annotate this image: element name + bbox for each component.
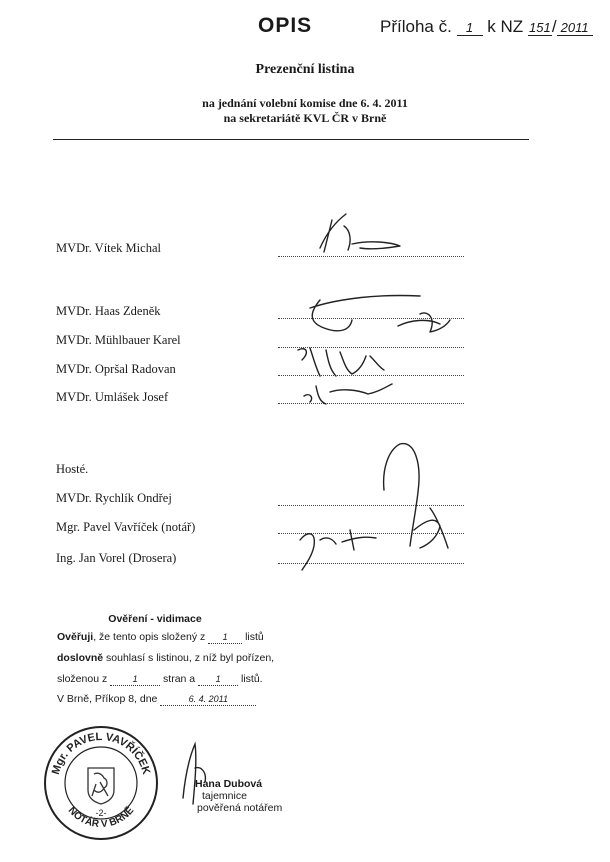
certification-text: složenou z xyxy=(57,673,108,685)
stamp-top-text: Mgr. PAVEL VAVŘÍČEK xyxy=(49,730,153,776)
certification-text: souhlasí s listinou, z níž byl pořízen, xyxy=(103,652,275,664)
signatory-role: tajemnice xyxy=(202,790,247,802)
document-subtitle-1: na jednání volební komise dne 6. 4. 2011 xyxy=(202,96,408,110)
certify-word: Ověřuji xyxy=(57,631,94,643)
attachment-mid: k NZ xyxy=(487,17,524,36)
nz-number: 151 xyxy=(529,20,551,35)
attachment-reference: Příloha č. 1 k NZ 151/ 2011 xyxy=(380,17,593,37)
signatory-name: Hana Dubová xyxy=(195,778,263,790)
certification-line-2 xyxy=(57,652,274,664)
certification-title: Ověření - vidimace xyxy=(108,613,202,625)
certification-date: 6. 4. 2011 xyxy=(160,694,256,706)
signatory-role-2: pověřená notářem xyxy=(197,802,283,814)
certification-text: listů xyxy=(245,631,264,643)
certification-line-3 xyxy=(57,673,263,686)
certification-line-1 xyxy=(57,631,264,644)
document-title: Prezenční listina xyxy=(255,62,355,77)
member-name: MVDr. Umlášek Josef xyxy=(56,390,169,404)
attachment-number: 1 xyxy=(457,21,483,36)
guest-name: Ing. Jan Vorel (Drosera) xyxy=(56,551,177,565)
certification-line-4 xyxy=(57,693,256,706)
guests-label: Hosté. xyxy=(56,462,89,476)
member-name: MVDr. Haas Zdeněk xyxy=(56,304,161,318)
certification-text: listů. xyxy=(241,673,263,685)
opis-mark: OPIS xyxy=(258,14,313,37)
guest-name: Mgr. Pavel Vavříček (notář) xyxy=(56,520,196,534)
member-name: MVDr. Opršal Radovan xyxy=(56,362,176,376)
svg-text:Mgr. PAVEL VAVŘÍČEK xyxy=(50,731,152,776)
guest-name: MVDr. Rychlík Ondřej xyxy=(56,491,172,505)
stamp-bottom-text: NOTÁŘ V BRNĚ xyxy=(65,805,137,831)
certification-text: stran a xyxy=(163,673,196,685)
document-subtitle-2: na sekretariátě KVL ČR v Brně xyxy=(223,111,387,125)
sheet-count: 1 xyxy=(208,632,242,644)
nz-year: 2011 xyxy=(557,21,593,36)
attachment-prefix: Příloha č. xyxy=(380,17,452,36)
member-name: MVDr. Vítek Michal xyxy=(56,241,161,255)
header-divider xyxy=(53,139,529,140)
notary-stamp xyxy=(42,724,160,842)
lion-emblem-icon xyxy=(88,768,114,804)
stamp-number: -2- xyxy=(95,808,107,818)
certification-text: V Brně, Příkop 8, dne xyxy=(57,693,158,705)
certification-text: , že tento opis složený z xyxy=(93,631,206,643)
handwritten-signatures xyxy=(280,200,480,580)
page-count: 1 xyxy=(110,674,160,686)
verbatim-word: doslovně xyxy=(57,652,104,664)
sheet-count-2: 1 xyxy=(198,674,238,686)
member-name: MVDr. Mühlbauer Karel xyxy=(56,333,181,347)
